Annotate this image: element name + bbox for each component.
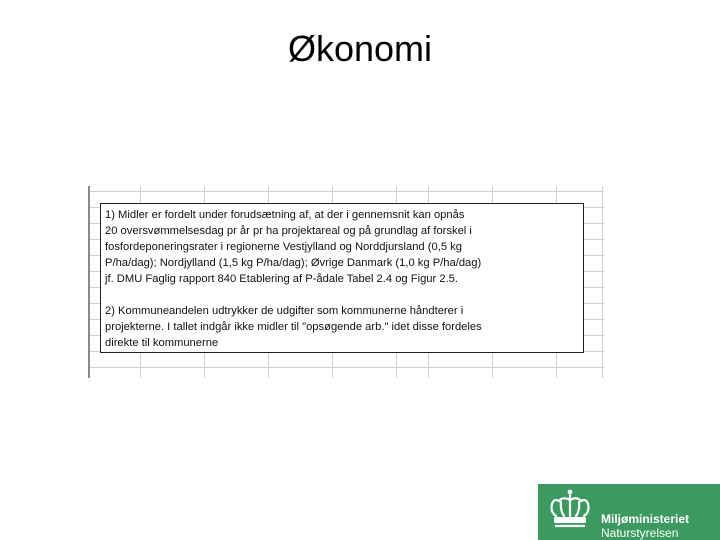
grid-line bbox=[88, 367, 604, 368]
logo-ministry-name: Miljøministeriet bbox=[601, 512, 690, 526]
slide-title: Økonomi bbox=[287, 28, 433, 69]
grid-line bbox=[88, 191, 604, 192]
spreadsheet-snippet bbox=[88, 186, 604, 378]
crown-icon bbox=[544, 488, 596, 536]
footnote-box bbox=[100, 203, 584, 353]
grid-line bbox=[88, 186, 90, 378]
footnote-2: 2) Kommuneandelen udtrykker de udgifter som kommunerne håndterer i projekterne. I tallet indgår ikke midler til "opsøgende arb." idet disse fordeles direkte til kommunerne bbox=[105, 305, 482, 349]
ministry-logo bbox=[538, 484, 720, 540]
logo-agency-name: Naturstyrelsen bbox=[601, 526, 679, 540]
grid-line bbox=[602, 186, 603, 378]
footnote-1: 1) Midler er fordelt under forudsætning af, at der i gennemsnit kan opnås 20 oversvømmelsesdag pr år pr ha projektareal og på grundlag af forskel i fosfordeponeringsrater i regionerne Vestjylland og Norddjursland (0,5 kg P/ha/dag); Nordjylland (1,5 kg P/ha/dag); Øvrige Danmark (1,0 kg P/ha/dag) jf. DMU Faglig rapport 840 Etablering af P-ådale Tabel 2.4 og Figur 2.5. bbox=[105, 209, 482, 285]
